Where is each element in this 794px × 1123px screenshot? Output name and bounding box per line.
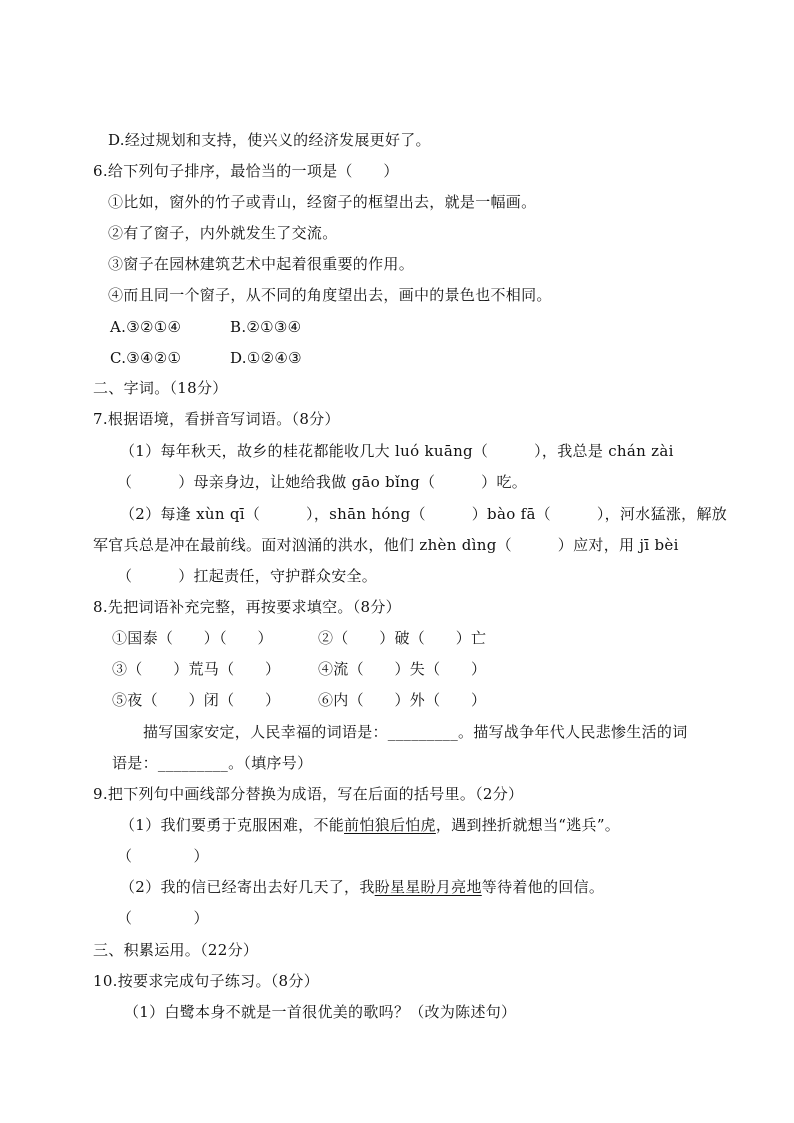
q6-option-d: D.①②④③	[230, 349, 302, 367]
q9-s2-post: 等待着他的回信。	[481, 878, 605, 896]
q6-option-c: C.③④②①	[110, 349, 182, 367]
section-3-heading: 三、积累运用。（22分）	[93, 941, 259, 959]
q6-sentence-4: ④而且同一个窗子，从不同的角度望出去，画中的景色也不相同。	[108, 286, 552, 304]
q8-fill-line-1: 描写国家安定，人民幸福的词语是：_________。描写战争年代人民悲惨生活的词	[143, 723, 688, 741]
q9-s1-underlined: 前怕狼后怕虎	[344, 816, 436, 834]
q10-stem: 10.按要求完成句子练习。（8分）	[93, 972, 319, 990]
q6-sentence-1: ①比如，窗外的竹子或青山，经窗子的框望出去，就是一幅画。	[108, 193, 537, 211]
q8-fill-line-2: 语是：_________。（填序号）	[112, 754, 313, 772]
q6-sentence-2: ②有了窗子，内外就发生了交流。	[108, 224, 338, 242]
q8-item-6: ⑥内（ ）外（ ）	[318, 691, 487, 709]
q9-s1-post: ，遇到挫折就想当“逃兵”。	[435, 816, 621, 834]
q8-item-4: ④流（ ）失（ ）	[318, 660, 487, 678]
q9-stem: 9.把下列句中画线部分替换为成语，写在后面的括号里。（2分）	[93, 785, 524, 803]
q7-line-5: （ ）扛起责任，守护群众安全。	[117, 567, 378, 585]
q7-line-2: （ ）母亲身边，让她给我做 gāo bǐng（ ）吃。	[117, 473, 528, 491]
section-2-heading: 二、字词。（18分）	[93, 379, 228, 397]
q9-answer-bracket-1: （ ）	[117, 847, 209, 865]
q10-sentence-1: （1）白鹭本身不就是一首很优美的歌吗？（改为陈述句）	[124, 1003, 517, 1021]
q7-line-1: （1）每年秋天，故乡的桂花都能收几大 luó kuāng（ ），我总是 chán zài	[120, 442, 674, 460]
q9-s1-pre: （1）我们要勇于克服困难，不能	[120, 816, 345, 834]
q9-s2-underlined: 盼星星盼月亮地	[374, 878, 482, 896]
q5-option-d: D.经过规划和支持，使兴义的经济发展更好了。	[108, 131, 431, 149]
q6-option-b: B.②①③④	[230, 318, 302, 336]
q8-stem: 8.先把词语补充完整，再按要求填空。（8分）	[93, 598, 401, 616]
q6-sentence-3: ③窗子在园林建筑艺术中起着很重要的作用。	[108, 255, 415, 273]
q7-stem: 7.根据语境，看拼音写词语。（8分）	[93, 410, 340, 428]
q9-sentence-2	[120, 877, 604, 897]
q7-line-3: （2）每逢 xùn qī（ ），shān hóng（ ）bào fā（ ），河水猛涨，解放	[120, 505, 728, 523]
q8-item-2: ②（ ）破（ ）亡	[318, 629, 487, 647]
q8-item-1: ①国泰（ ）（ ）	[112, 629, 273, 647]
q8-item-5: ⑤夜（ ）闭（ ）	[112, 691, 281, 709]
q9-answer-bracket-2: （ ）	[117, 909, 209, 927]
q9-s2-pre: （2）我的信已经寄出去好几天了，我	[120, 878, 375, 896]
q6-stem: 6.给下列句子排序，最恰当的一项是（ ）	[93, 162, 399, 180]
q8-item-3: ③（ ）荒马（ ）	[112, 660, 281, 678]
q7-line-4: 军官兵总是冲在最前线。面对汹涌的洪水，他们 zhèn dìng（ ）应对，用 jī bèi	[93, 536, 679, 554]
q9-sentence-1	[120, 815, 620, 835]
q6-option-a: A.③②①④	[110, 318, 182, 336]
